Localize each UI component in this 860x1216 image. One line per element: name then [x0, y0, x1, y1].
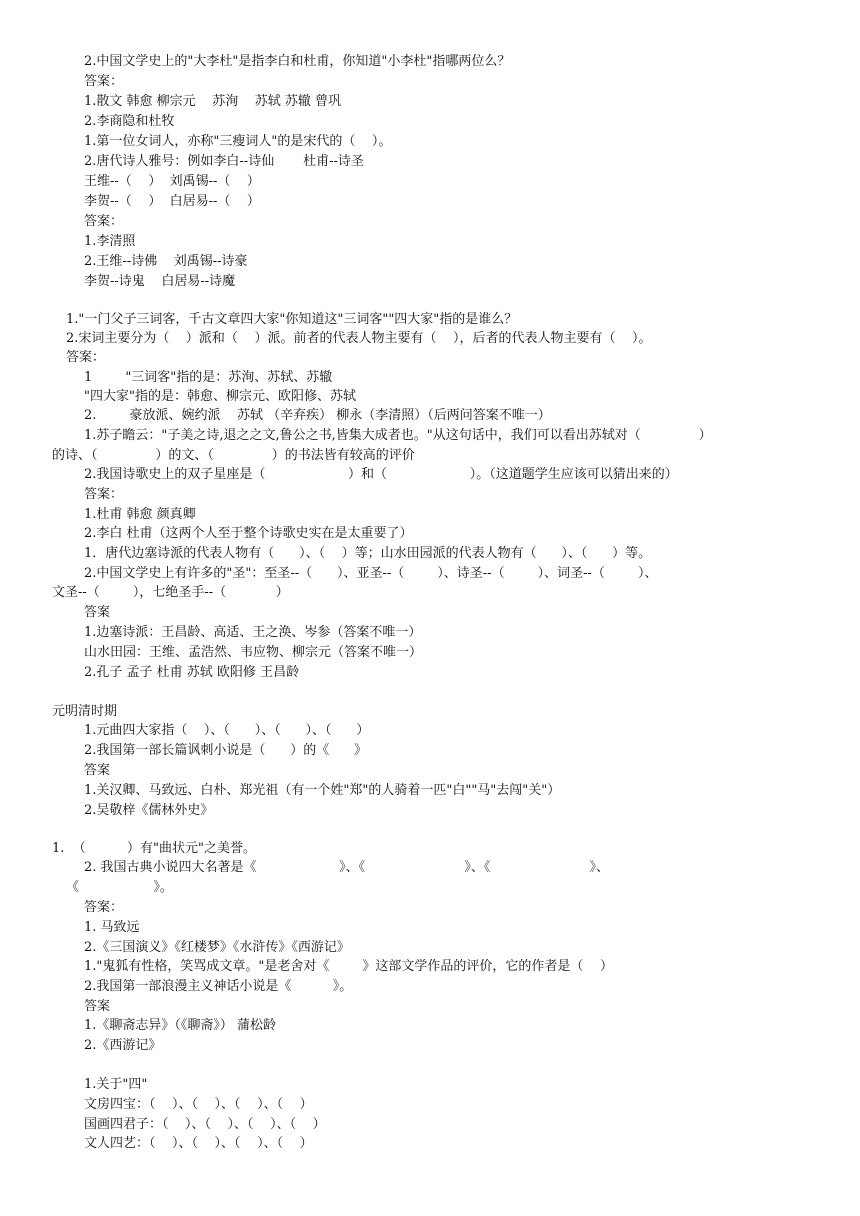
- question-line: 文圣--（ ），七绝圣手--（ ）: [52, 585, 289, 600]
- question-line: 1. （ ）有"曲状元"之美誉。: [52, 841, 256, 856]
- question-line: 1.关于"四": [84, 1077, 148, 1092]
- answer-heading: 答案：: [84, 900, 124, 915]
- question-line: 文人四艺：（ ）、（ ）、（ ）、（ ）: [84, 1136, 313, 1151]
- answer-line: 1.散文 韩愈 柳宗元 苏洵 苏轼 苏辙 曾巩: [84, 94, 341, 109]
- question-line: 国画四君子：（ ）、（ ）、（ ）、（ ）: [84, 1117, 326, 1132]
- answer-line: 李贺--诗鬼 白居易--诗魔: [84, 274, 236, 289]
- answer-line: 2.吴敬梓《儒林外史》: [84, 803, 214, 818]
- question-line: 1."鬼狐有性格，笑骂成文章。"是老舍对《 》这部文学作品的评价，它的作者是（ ）: [84, 959, 613, 974]
- answer-line: 2.《西游记》: [84, 1038, 162, 1053]
- question-line: 《 》。: [66, 880, 173, 895]
- question-line: 1.第一位女词人，亦称"三瘦词人"的是宋代的（ ）。: [84, 134, 392, 149]
- answer-line: 1.关汉卿、马致远、白朴、郑光祖（有一个姓"郑"的人骑着一匹"白""马"去闯"关"）: [84, 783, 561, 798]
- answer-line: 1. 马致远: [84, 920, 140, 935]
- question-line: 李贺--（ ） 白居易--（ ）: [84, 194, 260, 209]
- section-heading: 元明清时期: [52, 704, 118, 719]
- question-line: 文房四宝：（ ）、（ ）、（ ）、（ ）: [84, 1097, 313, 1112]
- answer-line: 2.李白 杜甫（这两个人至于整个诗歌史实在是太重要了）: [84, 526, 413, 541]
- question-line: 2.中国文学史上的"大李杜"是指李白和杜甫，你知道"小李杜"指哪两位么？: [84, 54, 511, 69]
- answer-line: 2.王维--诗佛 刘禹锡--诗豪: [84, 254, 248, 269]
- answer-heading: 答案：: [84, 74, 124, 89]
- answer-line: "四大家"指的是：韩愈、柳宗元、欧阳修、苏轼: [84, 389, 356, 404]
- question-line: 2.我国第一部长篇讽刺小说是（ ）的《 》: [84, 743, 367, 758]
- question-line: 2.我国诗歌史上的双子星座是（ ）和（ ）。（这道题学生应该可以猜出来的）: [84, 467, 678, 482]
- answer-line: 1.杜甫 韩愈 颜真卿: [84, 507, 196, 522]
- answer-heading: 答案: [84, 763, 111, 778]
- question-line: 的诗、（ ）的文、（ ）的书法皆有较高的评价: [52, 448, 415, 463]
- question-line: 1."一门父子三词客，千古文章四大家"你知道这"三词客""四大家"指的是谁么？: [66, 312, 518, 327]
- answer-line: 2. 豪放派、婉约派 苏轼 （辛弃疾） 柳永（李清照）（后两问答案不唯一）: [84, 408, 551, 423]
- answer-heading: 答案：: [84, 487, 124, 502]
- answer-line: 1.边塞诗派：王昌龄、高适、王之涣、岑参（答案不唯一）: [84, 625, 422, 640]
- answer-line: 1.《聊斋志异》（《聊斋》） 蒲松龄: [84, 1018, 277, 1033]
- question-line: 2.中国文学史上有许多的"圣"：至圣--（ ）、亚圣--（ ）、诗圣--（ ）、词圣--（ ）、: [84, 566, 658, 581]
- question-line: 王维--（ ） 刘禹锡--（ ）: [84, 174, 260, 189]
- question-line: 2.我国第一部浪漫主义神话小说是《 》。: [84, 979, 353, 994]
- answer-line: 2.《三国演义》《红楼梦》《水浒传》《西游记》: [84, 940, 350, 955]
- question-line: 2. 我国古典小说四大名著是《 》、《 》、《 》、: [84, 860, 610, 875]
- question-line: 1.元曲四大家指（ ）、（ ）、（ ）、（ ）: [84, 723, 370, 738]
- answer-line: 山水田园：王维、孟浩然、韦应物、柳宗元（答案不唯一）: [84, 645, 423, 660]
- answer-line: 1 "三词客"指的是：苏洵、苏轼、苏辙: [84, 370, 333, 385]
- answer-heading: 答案：: [84, 214, 124, 229]
- question-line: 2.唐代诗人雅号：例如李白--诗仙 杜甫--诗圣: [84, 154, 364, 169]
- answer-heading: 答案: [84, 999, 111, 1014]
- answer-heading: 答案：: [66, 350, 106, 365]
- question-line: 1.苏子瞻云："子美之诗,退之之文,鲁公之书,皆集大成者也。"从这句话中，我们可以看出苏轼对（ ）: [84, 428, 712, 443]
- answer-line: 2.李商隐和杜牧: [84, 114, 175, 129]
- answer-line: 1.李清照: [84, 234, 136, 249]
- question-line: 2.宋词主要分为（ ）派和（ ）派。前者的代表人物主要有（ ），后者的代表人物主要有（ ）。: [66, 331, 652, 346]
- answer-line: 2.孔子 孟子 杜甫 苏轼 欧阳修 王昌龄: [84, 665, 300, 680]
- question-line: 1．唐代边塞诗派的代表人物有（ ）、（ ）等；山水田园派的代表人物有（ ）、（ ）等。: [84, 546, 652, 561]
- answer-heading: 答案: [84, 605, 111, 620]
